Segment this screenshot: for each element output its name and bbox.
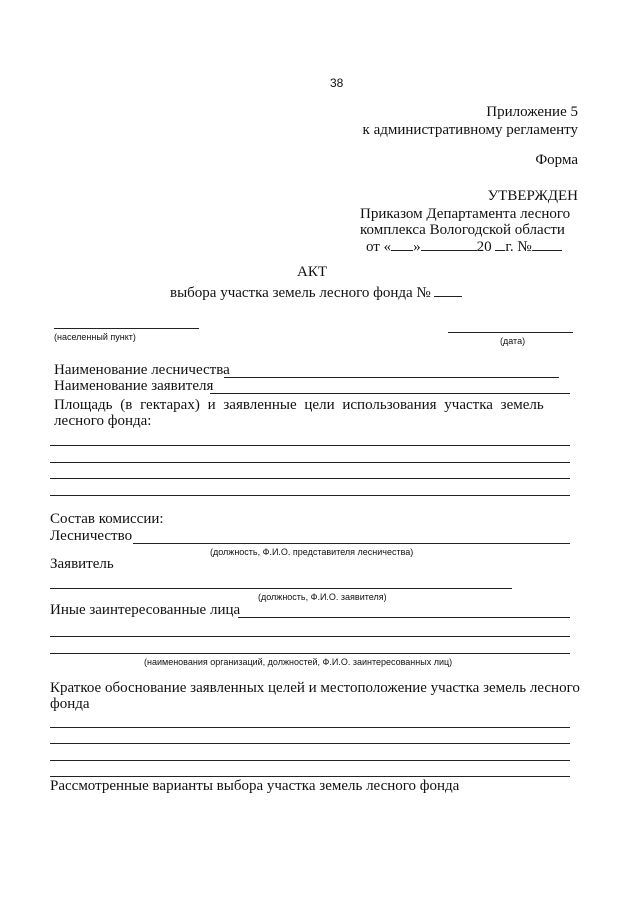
approval-order-line1: Приказом Департамента лесного bbox=[360, 206, 571, 222]
justification-line-3[interactable] bbox=[50, 760, 570, 761]
appendix-reference: к административному регламенту bbox=[362, 122, 578, 138]
commission-others-label: Иные заинтересованные лица bbox=[50, 602, 241, 618]
commission-forestry-caption: (должность, Ф.И.О. представителя лесничества) bbox=[210, 547, 414, 557]
commission-applicant-caption: (должность, Ф.И.О. заявителя) bbox=[258, 592, 387, 602]
justification-label-line1: Краткое обоснование заявленных целей и местоположение участка земель лесного bbox=[50, 680, 580, 696]
commission-applicant-line[interactable] bbox=[50, 588, 512, 589]
act-title: АКТ bbox=[297, 264, 327, 280]
page-number: 38 bbox=[330, 76, 344, 90]
area-line-2[interactable] bbox=[50, 462, 570, 463]
date-year: 20 bbox=[476, 239, 492, 255]
commission-forestry-line[interactable] bbox=[133, 543, 570, 544]
area-label-line1: Площадь (в гектарах) и заявленные цели использования участка земель bbox=[54, 397, 544, 413]
applicant-name-line[interactable] bbox=[210, 393, 570, 394]
area-line-1[interactable] bbox=[50, 445, 570, 446]
commission-forestry-label: Лесничество bbox=[50, 528, 133, 544]
order-number-blank[interactable] bbox=[532, 239, 562, 251]
area-line-3[interactable] bbox=[50, 478, 570, 479]
commission-others-caption: (наименования организаций, должностей, Ф.И.О. заинтересованных лиц) bbox=[144, 657, 453, 667]
appendix-number: Приложение 5 bbox=[486, 104, 578, 120]
month-blank[interactable] bbox=[421, 239, 477, 251]
approval-order-line2: комплекса Вологодской области bbox=[360, 222, 565, 238]
forestry-name-label: Наименование лесничества bbox=[54, 362, 230, 378]
order-number-label: г. № bbox=[505, 239, 532, 255]
commission-others-line-2[interactable] bbox=[50, 636, 570, 637]
justification-line-2[interactable] bbox=[50, 743, 570, 744]
form-label: Форма bbox=[535, 152, 578, 168]
place-caption: (населенный пункт) bbox=[54, 332, 136, 342]
date-line[interactable] bbox=[448, 332, 573, 333]
commission-heading: Состав комиссии: bbox=[50, 511, 164, 527]
commission-applicant-label: Заявитель bbox=[50, 556, 114, 572]
area-label-line2: лесного фонда: bbox=[54, 413, 152, 429]
variants-label: Рассмотренные варианты выбора участка земель лесного фонда bbox=[50, 778, 460, 794]
approval-date-line bbox=[366, 239, 562, 256]
approval-title: УТВЕРЖДЕН bbox=[487, 188, 578, 204]
date-prefix: от « bbox=[366, 239, 392, 255]
commission-others-line-3[interactable] bbox=[50, 653, 570, 654]
justification-line-4[interactable] bbox=[50, 776, 570, 777]
date-mid: » bbox=[413, 239, 421, 255]
justification-line-1[interactable] bbox=[50, 727, 570, 728]
year-blank[interactable] bbox=[495, 239, 505, 251]
commission-others-line-1[interactable] bbox=[238, 617, 570, 618]
forestry-name-line[interactable] bbox=[224, 377, 559, 378]
act-subtitle-text: выбора участка земель лесного фонда № bbox=[170, 285, 431, 301]
area-line-4[interactable] bbox=[50, 495, 570, 496]
act-subtitle bbox=[170, 285, 462, 302]
date-caption: (дата) bbox=[500, 336, 526, 346]
applicant-name-label: Наименование заявителя bbox=[54, 378, 214, 394]
day-blank[interactable] bbox=[391, 239, 413, 251]
act-number-blank[interactable] bbox=[434, 285, 462, 297]
place-line[interactable] bbox=[54, 328, 199, 329]
justification-label-line2: фонда bbox=[50, 696, 90, 712]
